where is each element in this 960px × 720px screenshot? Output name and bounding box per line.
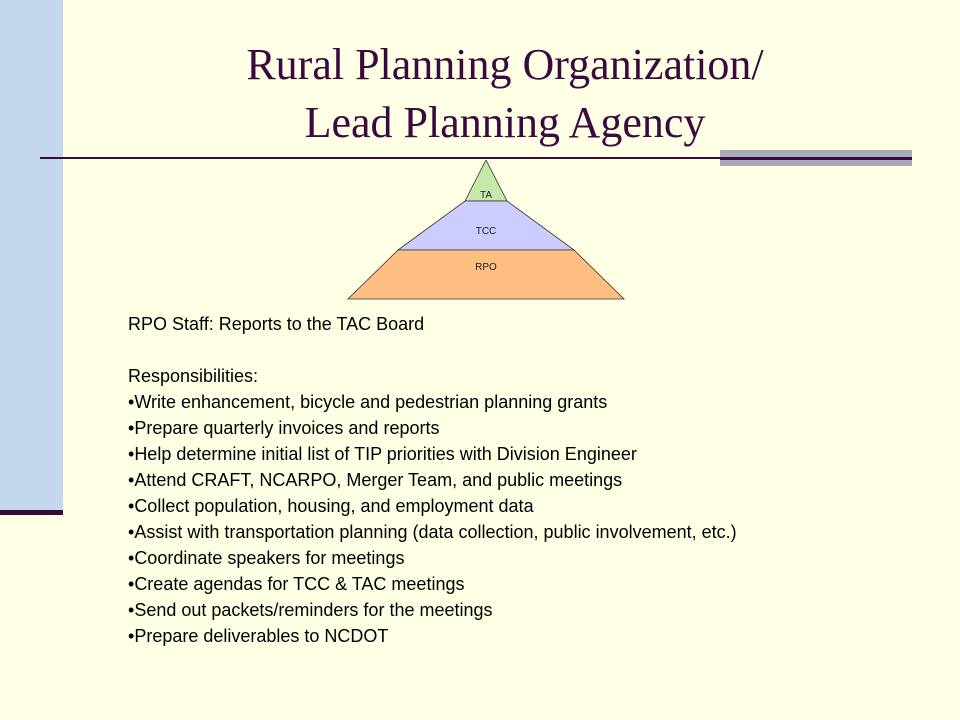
list-item: • Attend CRAFT, NCARPO, Merger Team, and public meetings	[128, 467, 737, 493]
paragraph-spacer	[128, 337, 737, 363]
left-accent-bar-rule	[0, 510, 63, 515]
list-item: • Create agendas for TCC & TAC meetings	[128, 571, 737, 597]
staff-line: RPO Staff: Reports to the TAC Board	[128, 314, 425, 334]
list-item: • Coordinate speakers for meetings	[128, 545, 737, 571]
slide-title	[0, 36, 960, 152]
slide-body	[128, 311, 737, 649]
list-item: • Prepare deliverables to NCDOT	[128, 623, 737, 649]
title-divider-overlay	[720, 157, 912, 160]
pyramid-label-rpo: RPO	[475, 262, 497, 273]
slide-title-line-1: Rural Planning Organization/	[246, 40, 764, 89]
list-item: • Prepare quarterly invoices and reports	[128, 415, 737, 441]
org-pyramid-diagram	[346, 160, 626, 300]
list-item: • Assist with transportation planning (data collection, public involvement, etc.)	[128, 519, 737, 545]
pyramid-label-ta: TA	[479, 190, 493, 201]
list-item: • Help determine initial list of TIP priorities with Division Engineer	[128, 441, 737, 467]
pyramid-label-tcc: TCC	[475, 226, 497, 237]
responsibilities-heading: Responsibilities:	[128, 366, 259, 386]
list-item: • Send out packets/reminders for the meetings	[128, 597, 737, 623]
responsibilities-list	[128, 389, 737, 649]
slide-title-line-2: Lead Planning Agency	[304, 98, 706, 147]
list-item: • Collect population, housing, and employment data	[128, 493, 737, 519]
pyramid-level-rpo	[348, 250, 624, 299]
list-item: • Write enhancement, bicycle and pedestrian planning grants	[128, 389, 737, 415]
